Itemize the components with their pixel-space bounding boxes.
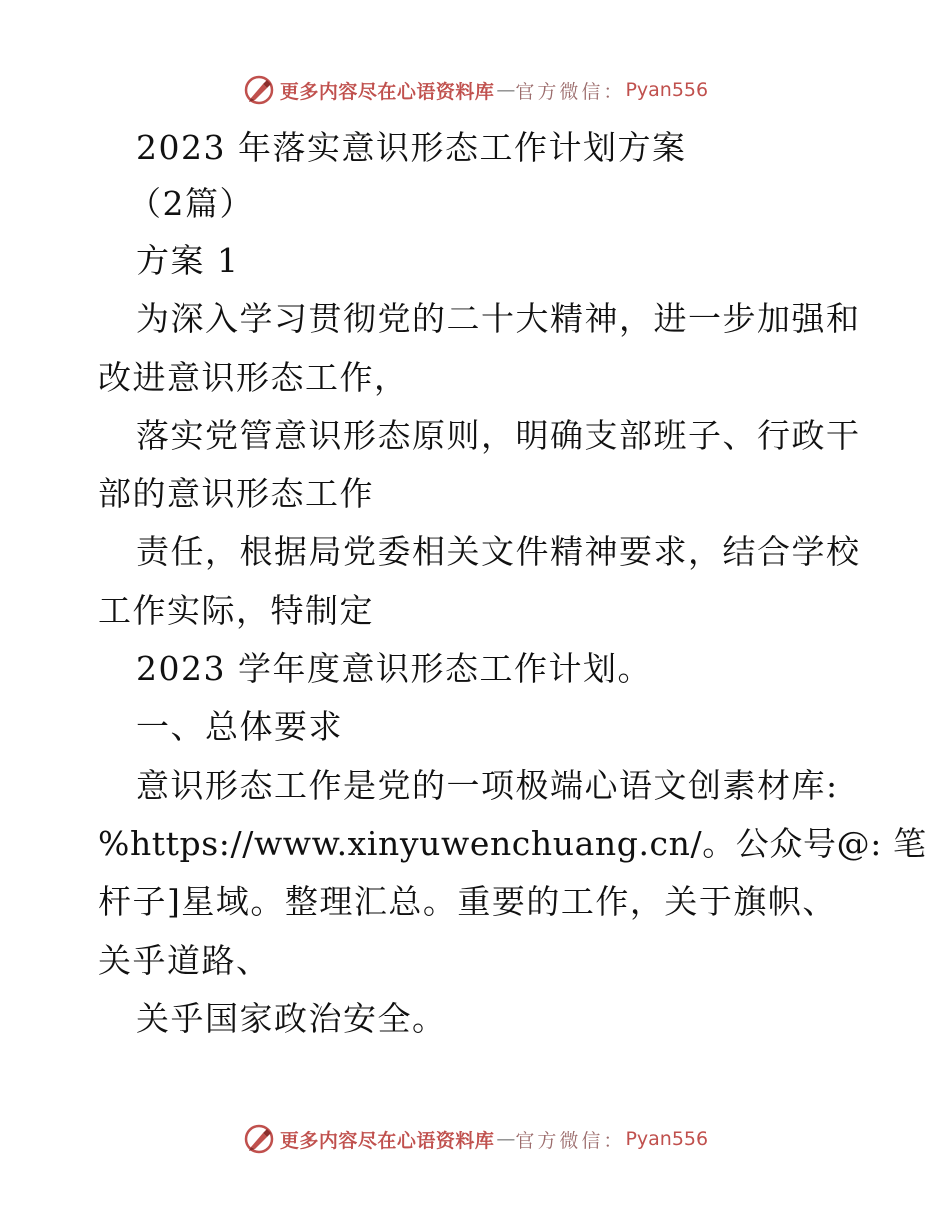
paragraph-line: 意识形态工作是党的一项极端心语文创素材库: — [136, 765, 839, 805]
paragraph-line: 为深入学习贯彻党的二十大精神，进一步加强和 — [136, 299, 861, 339]
pen-logo-icon — [242, 1122, 276, 1156]
paragraph-line: 关乎国家政治安全。 — [136, 998, 447, 1038]
paragraph-line: 落实党管意识形态原则，明确支部班子、行政干 — [136, 415, 861, 455]
banner-label: 官方微信： — [515, 80, 626, 103]
banner-text: 更多内容尽在心语资料库 — [279, 1129, 495, 1152]
document-body — [98, 120, 927, 1048]
paragraph-line: 杆子]星域。整理汇总。重要的工作，关于旗帜、 — [98, 882, 837, 922]
section-label: 方案 1 — [136, 241, 240, 280]
banner-label: 官方微信： — [515, 1129, 626, 1152]
paragraph-line: 2023 学年度意识形态工作计划。 — [136, 649, 652, 689]
banner-dash: — — [496, 79, 514, 101]
paragraph-line: 责任，根据局党委相关文件精神要求，结合学校 — [136, 532, 861, 572]
banner-wechat-id: Pyan556 — [625, 79, 709, 101]
section-heading: 一、总体要求 — [136, 707, 343, 747]
banner-wechat-id: Pyan556 — [625, 1128, 709, 1150]
document-subtitle: （2篇） — [128, 184, 254, 223]
document-title: 2023 年落实意识形态工作计划方案 — [136, 128, 687, 167]
paragraph-line: 部的意识形态工作 — [98, 474, 374, 514]
paragraph-line-url: %https://www.xinyuwenchuang.cn/。公众号@: 笔 — [98, 823, 927, 863]
banner-dash: — — [496, 1128, 514, 1150]
paragraph-line: 改进意识形态工作， — [98, 357, 409, 397]
pen-logo-icon — [242, 73, 276, 107]
header-banner — [0, 70, 950, 110]
paragraph-line: 关乎道路、 — [98, 940, 271, 980]
banner-text: 更多内容尽在心语资料库 — [279, 80, 495, 103]
footer-banner — [0, 1119, 950, 1159]
paragraph-line: 工作实际，特制定 — [98, 590, 374, 630]
